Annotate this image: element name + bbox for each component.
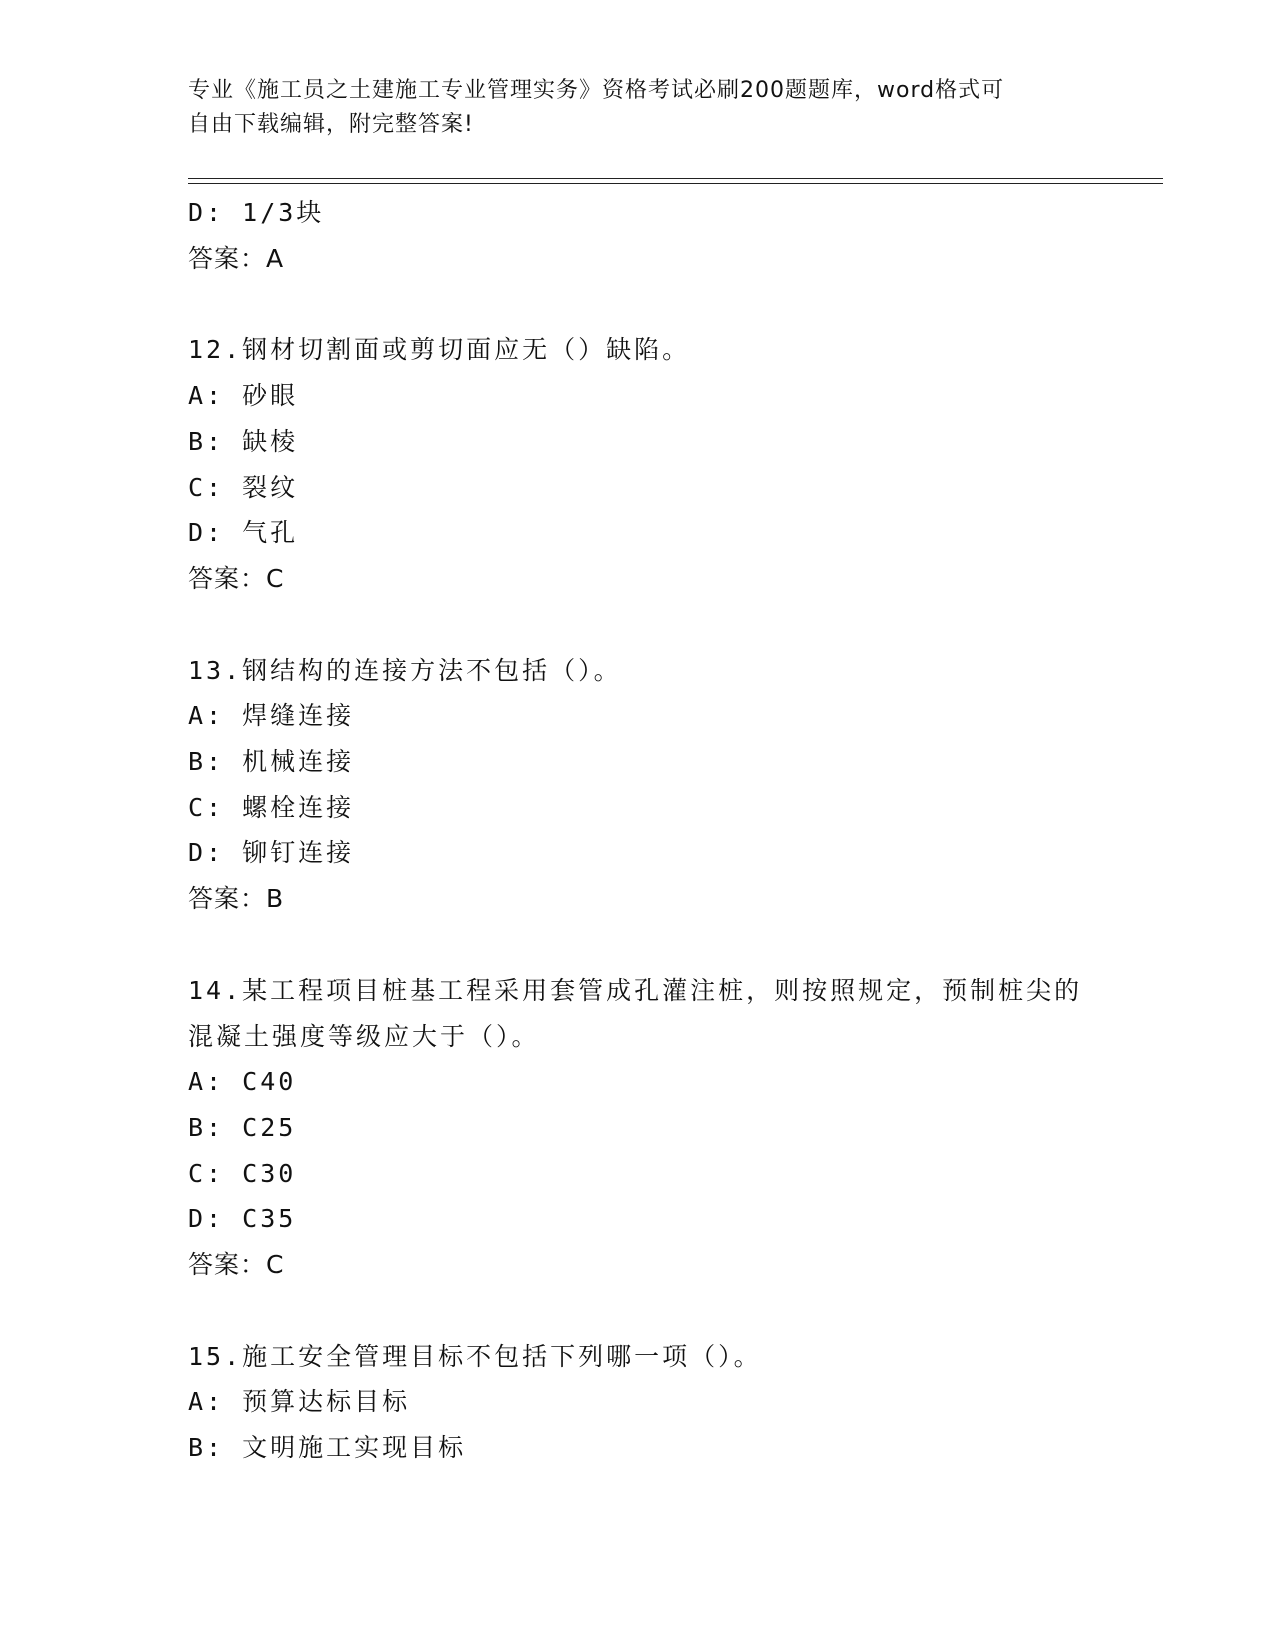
document-header	[188, 74, 1068, 142]
question-14	[188, 968, 1108, 1288]
answer: 答案：C	[188, 1250, 285, 1280]
question-13	[188, 648, 1108, 922]
option-b: B: C25	[188, 1112, 297, 1142]
option-c: C: C30	[188, 1158, 297, 1188]
option-c: C: 裂纹	[188, 472, 299, 502]
answer: 答案：C	[188, 563, 285, 593]
option-d: D: 铆钉连接	[188, 838, 355, 868]
option-b: B: 缺棱	[188, 426, 299, 456]
spacer	[188, 922, 1108, 968]
question-15	[188, 1334, 1108, 1471]
option-a: A: 预算达标目标	[188, 1387, 411, 1417]
option-d: D: 1/3块	[188, 198, 325, 227]
question-stem: 14.某工程项目桩基工程采用套管成孔灌注桩，则按照规定，预制桩尖的混凝土强度等级应大于（）。	[188, 975, 1083, 1051]
answer: 答案：B	[188, 884, 285, 914]
header-line-1: 专业《施工员之土建施工专业管理实务》资格考试必刷200题题库，word格式可	[188, 78, 1005, 103]
option-a: A: C40	[188, 1067, 297, 1097]
option-b: B: 文明施工实现目标	[188, 1433, 467, 1463]
answer: 答案：A	[188, 243, 285, 273]
question-stem: 15.施工安全管理目标不包括下列哪一项（）。	[188, 1341, 762, 1371]
header-divider-top	[188, 178, 1163, 179]
spacer	[188, 602, 1108, 648]
option-c: C: 螺栓连接	[188, 792, 355, 822]
option-d: D: C35	[188, 1204, 297, 1234]
question-12	[188, 327, 1108, 601]
option-b: B: 机械连接	[188, 747, 355, 777]
question-stem: 12.钢材切割面或剪切面应无（）缺陷。	[188, 335, 691, 365]
question-stem: 13.钢结构的连接方法不包括（）。	[188, 655, 622, 685]
option-a: A: 砂眼	[188, 381, 299, 411]
spacer	[188, 1288, 1108, 1334]
option-a: A: 焊缝连接	[188, 701, 355, 731]
header-line-2: 自由下载编辑，附完整答案!	[188, 112, 474, 137]
header-divider-bottom	[188, 183, 1163, 184]
option-d: D: 气孔	[188, 518, 299, 548]
question-11-tail	[188, 190, 1108, 281]
question-list	[188, 190, 1108, 1471]
spacer	[188, 281, 1108, 327]
